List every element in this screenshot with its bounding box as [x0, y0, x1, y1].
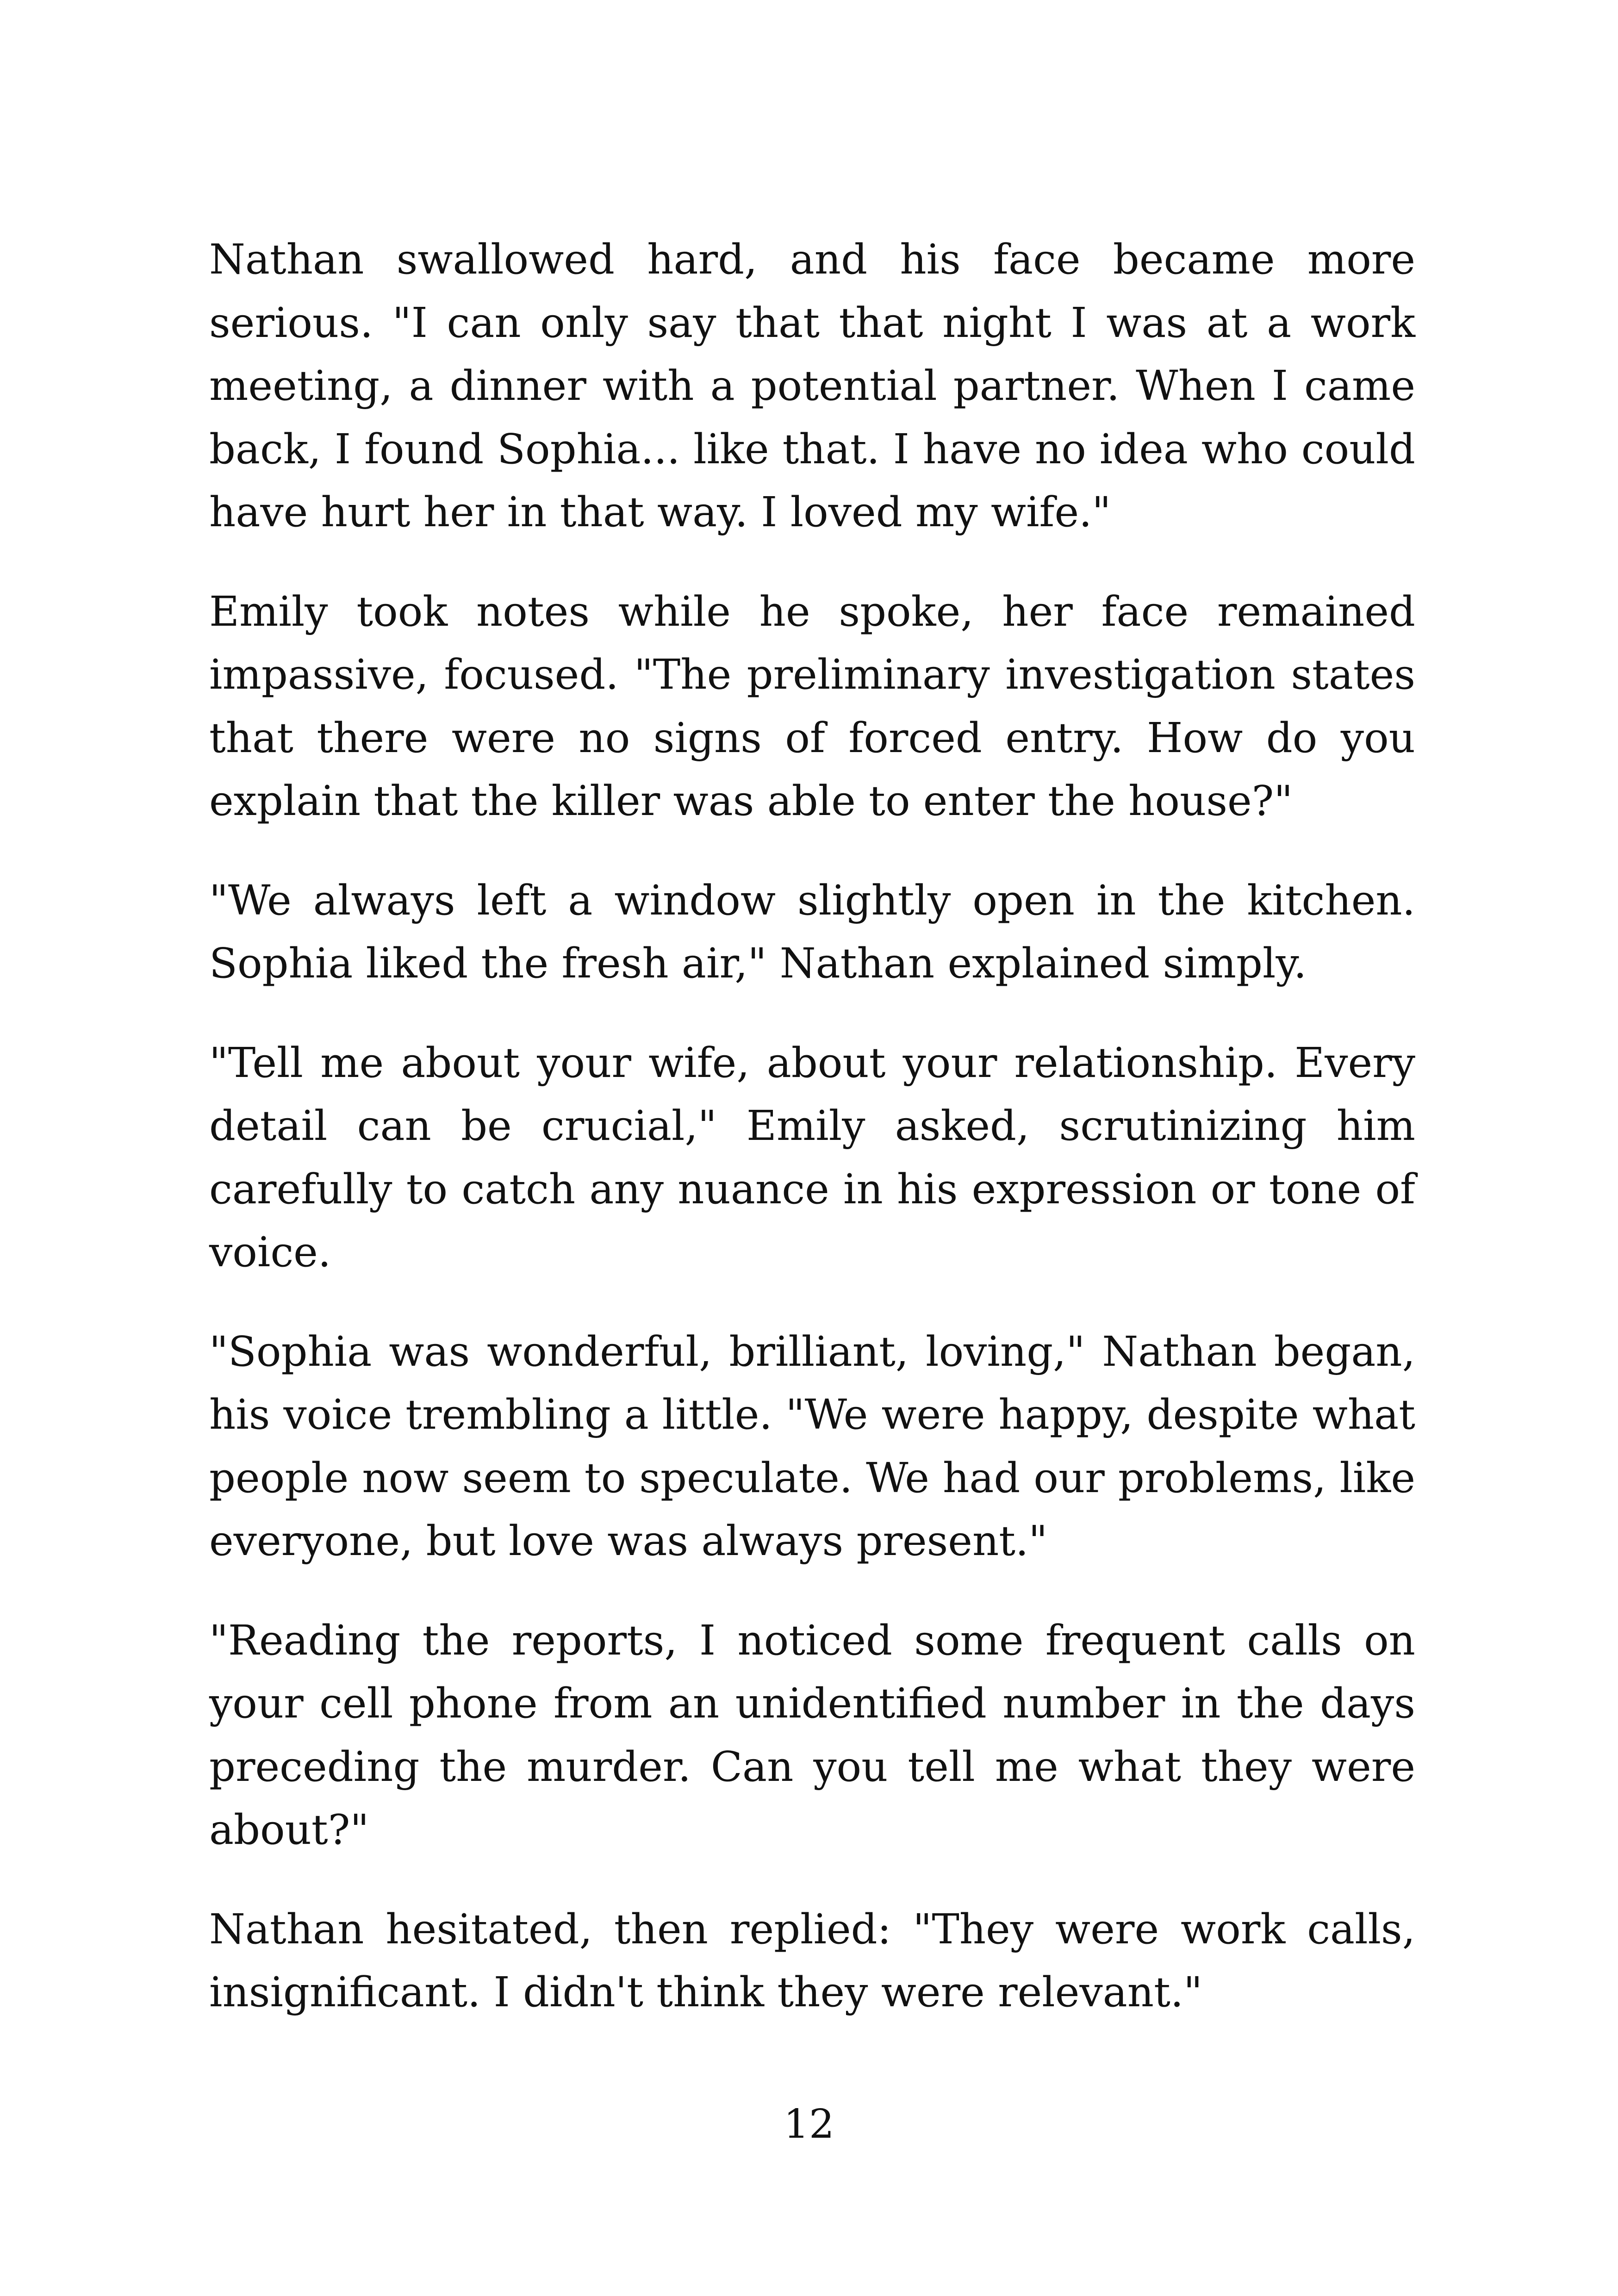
- paragraph: "Sophia was wonderful, brilliant, loving," Nathan began, his voice trembling a little. "We were happy, despite what people now seem to speculate. We had our problems, like everyone, but love was always present.": [209, 1327, 1415, 1565]
- paragraph: Nathan hesitated, then replied: "They were work calls, insignificant. I didn't think they were relevant.": [209, 1904, 1415, 2016]
- paragraph: "Tell me about your wife, about your relationship. Every detail can be crucial," Emily asked, scrutinizing him carefully to catch any nuance in his expression or tone of voice.: [209, 1038, 1415, 1276]
- paragraph: "Reading the reports, I noticed some frequent calls on your cell phone from an unidentified number in the days preceding the murder. Can you tell me what they were about?": [209, 1616, 1415, 1854]
- paragraph: Emily took notes while he spoke, her face remained impassive, focused. "The preliminary investigation states that there were no signs of forced entry. How do you explain that the killer was able to enter the house?": [209, 587, 1415, 825]
- page-number: 12: [784, 2101, 834, 2147]
- paragraph: "We always left a window slightly open in the kitchen. Sophia liked the fresh air," Nathan explained simply.: [209, 876, 1415, 987]
- body-text: [209, 228, 1415, 2060]
- paragraph: Nathan swallowed hard, and his face became more serious. "I can only say that that night I was at a work meeting, a dinner with a potential partner. When I came back, I found Sophia... like that. I have no idea who could have hurt her in that way. I loved my wife.": [209, 235, 1415, 536]
